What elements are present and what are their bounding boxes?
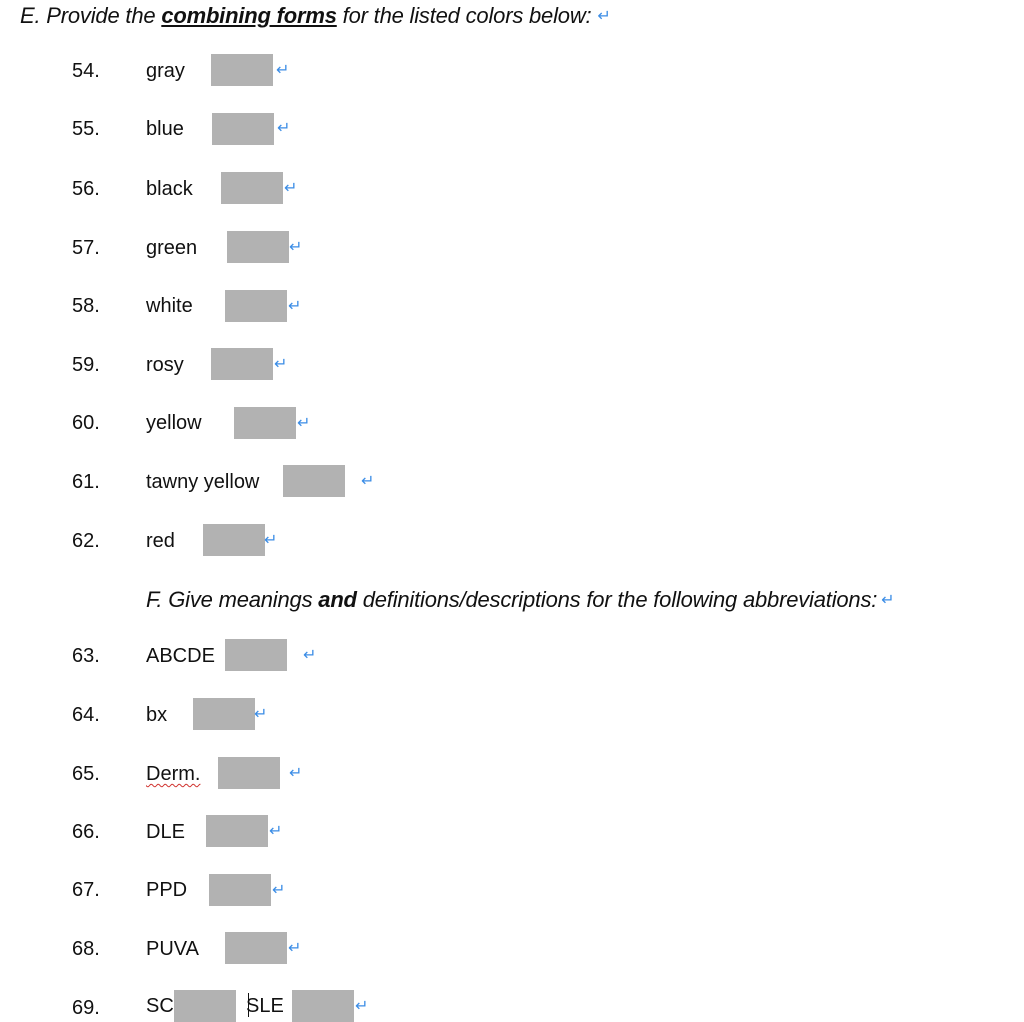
item-term: DLE (146, 821, 185, 843)
item-number: 62. (72, 530, 100, 552)
item-number: 67. (72, 879, 100, 901)
item-number: 64. (72, 704, 100, 726)
item-number: 54. (72, 60, 100, 82)
answer-field[interactable] (206, 815, 268, 847)
paragraph-mark-icon: ↵ (277, 118, 291, 137)
paragraph-mark-icon: ↵ (274, 354, 288, 373)
answer-field[interactable] (211, 348, 273, 380)
item-term: yellow (146, 412, 202, 434)
item-number: 57. (72, 237, 100, 259)
section-e-prefix: E. Provide the (20, 3, 162, 28)
answer-field[interactable] (225, 639, 287, 671)
item-number: 69. (72, 997, 100, 1019)
item-number: 59. (72, 354, 100, 376)
answer-field[interactable] (193, 698, 255, 730)
answer-field[interactable] (221, 172, 283, 204)
item-term: SC (146, 995, 174, 1017)
section-e-emphasis: combining forms (161, 3, 337, 28)
section-e-suffix: for the listed colors below: (336, 3, 592, 28)
item-term: bx (146, 704, 168, 726)
paragraph-mark-icon: ↵ (597, 6, 611, 25)
answer-field[interactable] (203, 524, 265, 556)
item-number: 55. (72, 118, 100, 140)
item-term: red (146, 530, 175, 552)
answer-field[interactable] (174, 990, 236, 1022)
paragraph-mark-icon: ↵ (303, 645, 317, 664)
item-term: PPD (146, 879, 188, 901)
item-term: gray (146, 60, 185, 82)
paragraph-mark-icon: ↵ (254, 704, 268, 723)
item-number: 66. (72, 821, 100, 843)
item-term: blue (146, 118, 184, 140)
item-number: 60. (72, 412, 100, 434)
item-number: 68. (72, 938, 100, 960)
paragraph-mark-icon: ↵ (881, 590, 895, 609)
item-term: black (146, 178, 193, 200)
section-f-emphasis: and (318, 587, 357, 612)
answer-field[interactable] (211, 54, 273, 86)
paragraph-mark-icon: ↵ (264, 530, 278, 549)
item-number: 65. (72, 763, 100, 785)
paragraph-mark-icon: ↵ (288, 938, 302, 957)
section-f-suffix: definitions/descriptions for the following abbreviations: (356, 587, 878, 612)
paragraph-mark-icon: ↵ (284, 178, 298, 197)
item-term: tawny yellow (146, 471, 260, 493)
item-term: Derm. (146, 763, 201, 785)
paragraph-mark-icon: ↵ (289, 763, 303, 782)
answer-field[interactable] (283, 465, 345, 497)
answer-field[interactable] (225, 290, 287, 322)
item-term: rosy (146, 354, 184, 376)
item-number: 58. (72, 295, 100, 317)
item-term: PUVA (146, 938, 199, 960)
item-number: 56. (72, 178, 100, 200)
section-e-heading (20, 2, 611, 30)
paragraph-mark-icon: ↵ (289, 237, 303, 256)
paragraph-mark-icon: ↵ (276, 60, 290, 79)
answer-field[interactable] (292, 990, 354, 1022)
paragraph-mark-icon: ↵ (361, 471, 375, 490)
item-term: green (146, 237, 198, 259)
answer-field[interactable] (225, 932, 287, 964)
paragraph-mark-icon: ↵ (297, 413, 311, 432)
item-number: 63. (72, 645, 100, 667)
item-term: white (146, 295, 193, 317)
paragraph-mark-icon: ↵ (288, 296, 302, 315)
paragraph-mark-icon: ↵ (272, 880, 286, 899)
answer-field[interactable] (212, 113, 274, 145)
paragraph-mark-icon: ↵ (269, 821, 283, 840)
item-term-secondary: SLE (246, 995, 284, 1017)
answer-field[interactable] (234, 407, 296, 439)
section-f-heading (146, 586, 894, 614)
answer-field[interactable] (218, 757, 280, 789)
answer-field[interactable] (227, 231, 289, 263)
item-term: ABCDE (146, 645, 215, 667)
section-f-prefix: F. Give meanings (146, 587, 319, 612)
item-number: 61. (72, 471, 100, 493)
answer-field[interactable] (209, 874, 271, 906)
paragraph-mark-icon: ↵ (355, 996, 369, 1015)
